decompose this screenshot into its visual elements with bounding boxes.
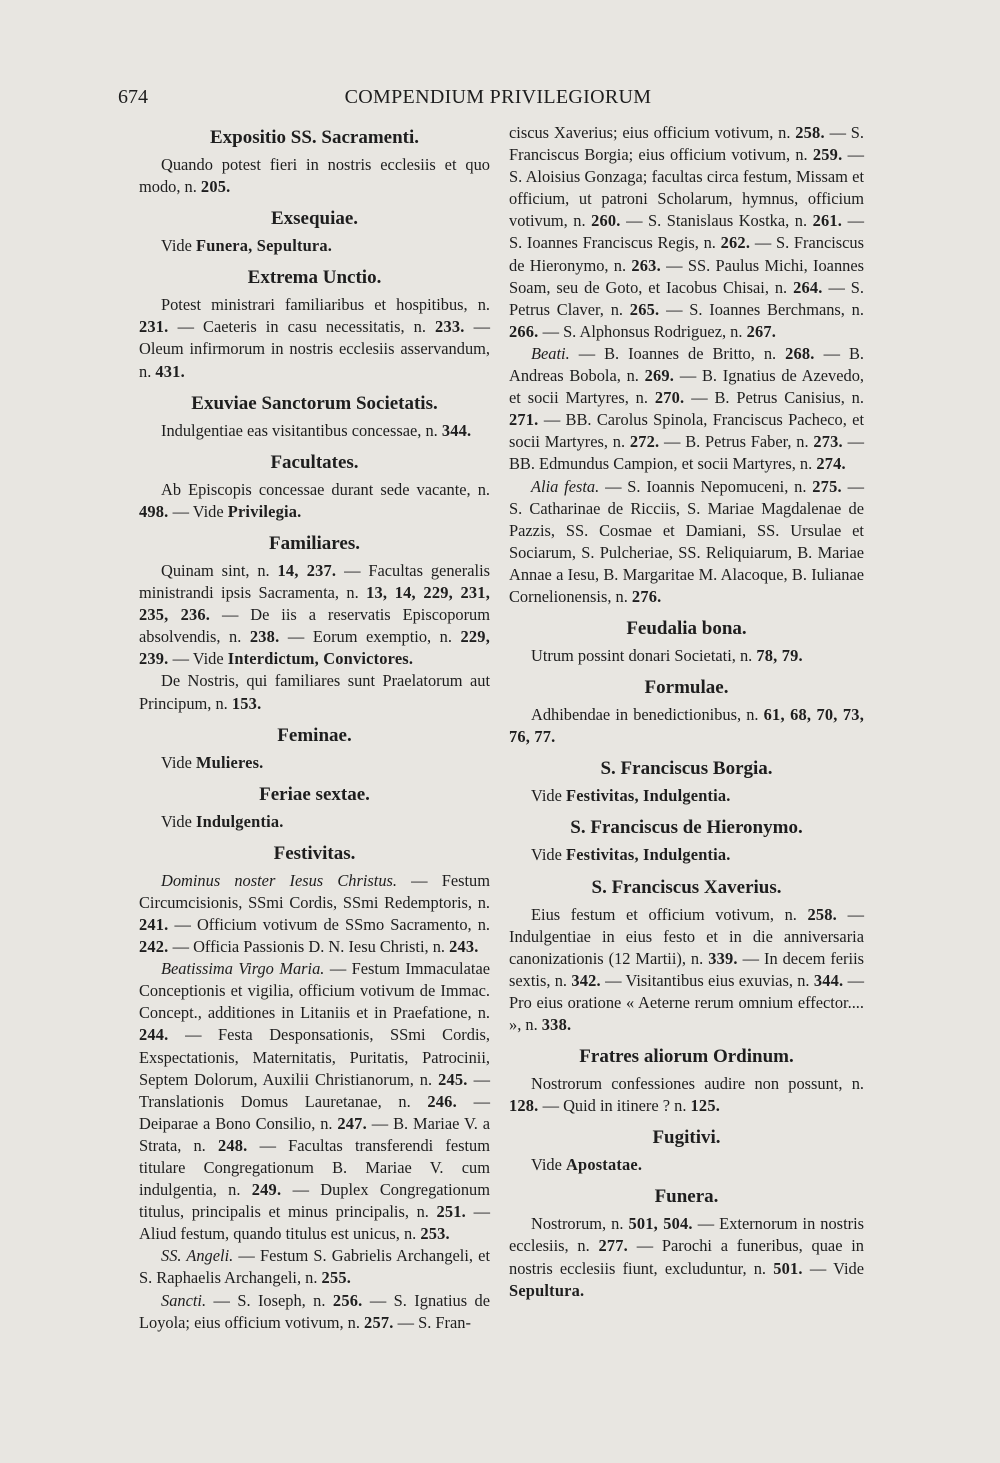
- entry-text: Alia festa. — S. Ioannis Nepomuceni, n. 275. — S. Catharinae de Ricciis, S. Mariae Magdalenae de Pazzis, SS. Cosmae et Damiani, SS. Ursulae et Sociarum, S. Pulcheriae, SS. Reliquiarum, B. Mariae Annae a Iesu, B. Margaritae M. Alacoque, B. Iulianae Cornelionensis, n. 276.: [509, 476, 864, 606]
- entry-text: SS. Angeli. — Festum S. Gabrielis Archangeli, et S. Raphaelis Archangeli, n. 255.: [139, 1246, 490, 1288]
- running-head: [118, 86, 878, 116]
- entry-heading: Feminae.: [277, 724, 352, 746]
- entry-text: Vide Festivitas, Indulgentia.: [531, 845, 731, 865]
- entry-text: Vide Apostatae.: [531, 1155, 643, 1175]
- entry-heading: Festivitas.: [273, 842, 356, 864]
- entry-text: Sancti. — S. Ioseph, n. 256. — S. Ignatius de Loyola; eius officium votivum, n. 257. — S. Fran-: [139, 1290, 490, 1332]
- entry-text: Ab Episcopis concessae durant sede vacante, n. 498. — Vide Privilegia.: [139, 479, 490, 521]
- entry-text: Utrum possint donari Societati, n. 78, 79.: [531, 646, 803, 666]
- entry-heading: S. Franciscus Borgia.: [600, 758, 773, 780]
- entry-text: Beati. — B. Ioannes de Britto, n. 268. — B. Andreas Bobola, n. 269. — B. Ignatius de Azevedo, et socii Martyres, n. 270. — B. Petrus Canisius, n. 271. — BB. Carolus Spinola, Franciscus Pacheco, et socii Martyres, n. 272. — B. Petrus Faber, n. 273. — BB. Edmundus Campion, et socii Martyres, n. 274.: [509, 343, 865, 474]
- entry-heading: S. Franciscus Xaverius.: [591, 876, 782, 898]
- entry-text: Vide Festivitas, Indulgentia.: [531, 786, 731, 806]
- entry-heading: Formulae.: [644, 677, 729, 699]
- entry-text: Eius festum et officium votivum, n. 258. — Indulgentiae in eius festo et in die anniversaria canonizationis (12 Martii), n. 339. — In decem feriis sextis, n. 342. — Visitantibus eius exuvias, n. 344. — Pro eius oratione « Aeterne rerum omnium effector.... », n. 338.: [509, 904, 864, 1034]
- entry-text: Nostrorum confessiones audire non possunt, n. 128. — Quid in itinere ? n. 125.: [509, 1074, 864, 1116]
- entry-text: Dominus noster Iesus Christus. — Festum Circumcisionis, SSmi Cordis, SSmi Redemptoris, n. 241. — Officium votivum de SSmo Sacramento, n. 242. — Officia Passionis D. N. Iesu Christi, n. 243.: [139, 870, 491, 957]
- entry-text: Quinam sint, n. 14, 237. — Facultas generalis ministrandi ipsis Sacramenta, n. 13, 14, 229, 231, 235, 236. — De iis a reservatis Episcoporum absolvendis, n. 238. — Eorum exemptio, n. 229, 239. — Vide Interdictum, Convictores.: [139, 560, 491, 669]
- entry-heading: Familiares.: [269, 532, 360, 554]
- entry-heading: Fratres aliorum Ordinum.: [579, 1046, 794, 1068]
- entry-heading: Feriae sextae.: [259, 783, 370, 805]
- running-title: COMPENDIUM PRIVILEGIORUM: [344, 86, 652, 108]
- entry-text: Nostrorum, n. 501, 504. — Externorum in nostris ecclesiis, n. 277. — Parochi a funeribus, quae in nostris ecclesiis fiunt, excluduntur, n. 501. — Vide Sepultura.: [509, 1214, 865, 1300]
- entry-heading: Expositio SS. Sacramenti.: [209, 127, 420, 148]
- entry-text: Indulgentiae eas visitantibus concessae, n. 344.: [161, 420, 472, 440]
- entry-heading: Extrema Unctio.: [247, 267, 382, 289]
- left-column: [139, 122, 490, 1334]
- entry-heading: Exsequiae.: [270, 208, 359, 230]
- entry-text: Potest ministrari familiaribus et hospitibus, n. 231. — Caeteris in casu necessitatis, n. 233. — Oleum infirmorum in nostris ecclesiis asservandum, n. 431.: [139, 295, 490, 381]
- right-column: [509, 122, 864, 1302]
- entry-heading: Funera.: [654, 1186, 719, 1208]
- entry-text: Vide Mulieres.: [161, 752, 264, 772]
- entry-text: De Nostris, qui familiares sunt Praelatorum aut Principum, n. 153.: [139, 671, 490, 713]
- entry-heading: Exuviae Sanctorum Societatis.: [191, 392, 438, 414]
- page-number: 674: [118, 86, 148, 108]
- entry-text: ciscus Xaverius; eius officium votivum, n. 258. — S. Franciscus Borgia; eius officium votivum, n. 259. — S. Aloisius Gonzaga; facultas circa festum, Missam et officium, ut patroni Scholarum, hymnus, officium votivum, n. 260. — S. Stanislaus Kostka, n. 261. — S. Ioannes Franciscus Regis, n. 262. — S. Franciscus de Hieronymo, n. 263. — SS. Paulus Michi, Ioannes Soam, seu de Goto, et Iacobus Chisai, n. 264. — S. Petrus Claver, n. 265. — S. Ioannes Berchmans, n. 266. — S. Alphonsus Rodriguez, n. 267.: [509, 123, 864, 341]
- entry-text: Beatissima Virgo Maria. — Festum Immaculatae Conceptionis et vigilia, officium votivum de Immac. Concept., additiones in Litaniis et in Praefatione, n. 244. — Festa Desponsationis, SSmi Cordis, Exspectationis, Maternitatis, Puritatis, Patrocinii, Septem Dolorum, Auxilii Christianorum, n. 245. — Translationis Domus Lauretanae, n. 246. — Deiparae a Bono Consilio, n. 247. — B. Mariae V. a Strata, n. 248. — Facultas transferendi festum titulare Congregationum B. Mariae V. cum indulgentia, n. 249. — Duplex Congregationum titulus, principalis et minus principalis, n. 251. — Aliud festum, quando titulus est unicus, n. 253.: [139, 959, 491, 1244]
- entry-text: Adhibendae in benedictionibus, n. 61, 68, 70, 73, 76, 77.: [509, 705, 865, 747]
- entry-heading: Fugitivi.: [652, 1127, 721, 1149]
- entry-text: Quando potest fieri in nostris ecclesiis et quo modo, n. 205.: [139, 155, 490, 197]
- entry-heading: S. Franciscus de Hieronymo.: [570, 817, 803, 839]
- entry-heading: Feudalia bona.: [626, 618, 747, 640]
- entry-text: Vide Funera, Sepultura.: [161, 236, 333, 256]
- entry-heading: Facultates.: [270, 451, 359, 473]
- entry-text: Vide Indulgentia.: [161, 811, 284, 831]
